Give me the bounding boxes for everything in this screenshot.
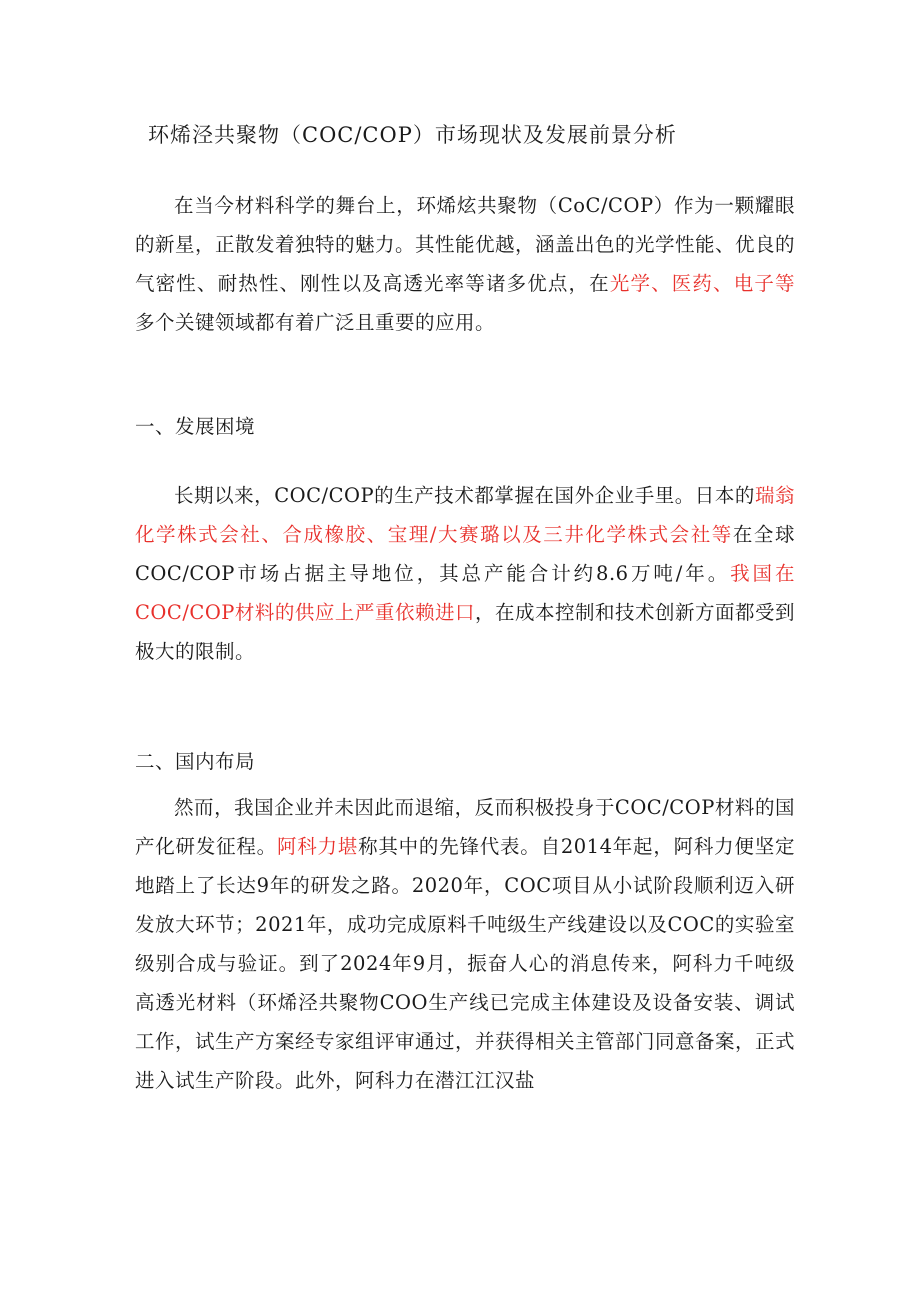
dilemma-text-c: 在全球COC/COP市场占据主导地位，其总产能合计约8.6万吨/年。 bbox=[135, 523, 795, 585]
dilemma-text-a: 长期以来，COC/COP的生产技术都掌握在国外企业手里。日本的 bbox=[174, 484, 755, 507]
domestic-highlight-company: 阿科力堪 bbox=[276, 835, 359, 858]
dilemma-text-e: ，在成本控制和技术创新方面都受到极大的限制。 bbox=[135, 601, 795, 663]
dilemma-highlight-import: 我国在COC/COP材料的供应上严重依赖进口 bbox=[135, 562, 795, 624]
section-heading-2: 二、国内布局 bbox=[135, 750, 256, 773]
intro-text-c: 多个关键领域都有着广泛且重要的应用。 bbox=[135, 311, 496, 334]
intro-highlight: 光学、医药、电子等 bbox=[609, 272, 795, 295]
dilemma-paragraph bbox=[135, 476, 795, 671]
domestic-text-c: 称其中的先锋代表。自2014年起，阿科力便坚定地踏上了长达9年的研发之路。2020年，COC项目从小试阶段顺利迈入研发放大环节；2021年，成功完成原料千吨级生产线建设以及COC的实验室级别合成与验证。到了2024年9月，振奋人心的消息传来，阿科力千吨级高透光材料（环烯泾共聚物COO生产线已完成主体建设及设备安装、调试工作，试生产方案经专家组评审通过，并获得相关主管部门同意备案，正式进入试生产阶段。此外，阿科力在潜江江汉盐 bbox=[135, 835, 796, 1092]
section-heading-1: 一、发展困境 bbox=[135, 415, 256, 438]
intro-paragraph bbox=[135, 186, 795, 342]
domestic-text-a: 然而，我国企业并未因此而退缩，反而积极投身于COC/COP材料的国产化研发征程。 bbox=[135, 796, 795, 858]
intro-text-a: 在当今材料科学的舞台上，环烯炫共聚物（CoC/COP）作为一颗耀眼的新星，正散发着独特的魅力。其性能优越，涵盖出色的光学性能、优良的气密性、耐热性、刚性以及高透光率等诸多优点，在 bbox=[135, 194, 796, 295]
domestic-paragraph bbox=[135, 788, 795, 1100]
document-title: 环烯泾共聚物（COC/COP）市场现状及发展前景分析 bbox=[148, 123, 677, 147]
dilemma-highlight-companies: 瑞翁化学株式会社、合成橡胶、宝理/大赛璐以及三井化学株式会社等 bbox=[135, 484, 795, 546]
